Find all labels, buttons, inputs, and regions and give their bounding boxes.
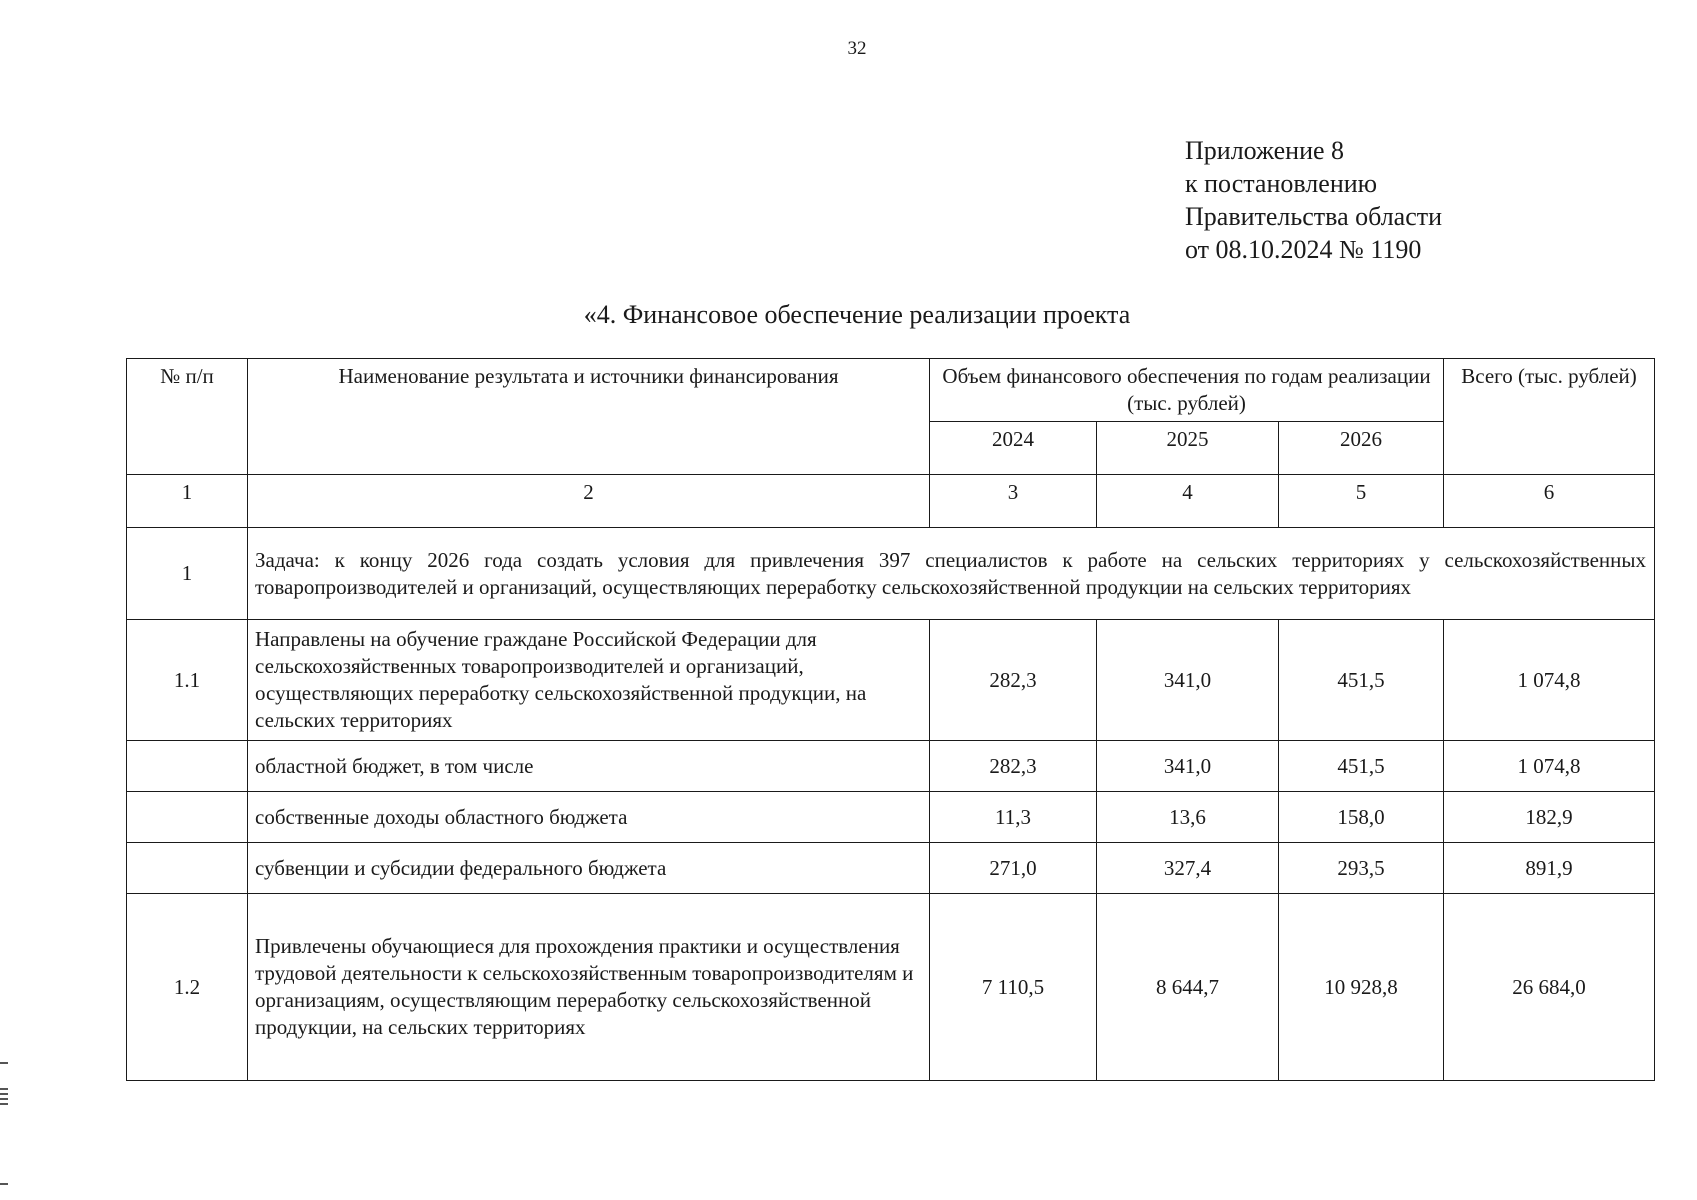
- header-num: № п/п: [127, 359, 248, 475]
- row-num: [127, 792, 248, 843]
- header-year-2024: 2024: [930, 422, 1097, 475]
- table-row: [127, 741, 1655, 792]
- row-value-2024: 282,3: [930, 620, 1097, 741]
- row-value-2026: 451,5: [1279, 741, 1444, 792]
- col-number-5: 5: [1279, 475, 1444, 528]
- row-value-2026: 158,0: [1279, 792, 1444, 843]
- col-number-1: 1: [127, 475, 248, 528]
- row-value-total: 182,9: [1444, 792, 1655, 843]
- row-value-total: 1 074,8: [1444, 620, 1655, 741]
- row-value-2024: 7 110,5: [930, 894, 1097, 1081]
- row-value-2025: 8 644,7: [1097, 894, 1279, 1081]
- header-total: Всего (тыс. рублей): [1444, 359, 1655, 475]
- col-number-6: 6: [1444, 475, 1655, 528]
- row-value-2025: 327,4: [1097, 843, 1279, 894]
- row-num: [127, 843, 248, 894]
- row-value-2026: 451,5: [1279, 620, 1444, 741]
- col-number-4: 4: [1097, 475, 1279, 528]
- row-name: субвенции и субсидии федерального бюджета: [248, 843, 930, 894]
- scan-artifact: [0, 1093, 8, 1095]
- appendix-line-2: к постановлению: [1185, 169, 1378, 198]
- page-number: 32: [847, 38, 867, 59]
- row-name: областной бюджет, в том числе: [248, 741, 930, 792]
- row-value-2024: 271,0: [930, 843, 1097, 894]
- row-value-total: 26 684,0: [1444, 894, 1655, 1081]
- document-title: «4. Финансовое обеспечение реализации проекта: [583, 300, 1131, 329]
- row-value-total: 891,9: [1444, 843, 1655, 894]
- row-num: [127, 741, 248, 792]
- header-name: Наименование результата и источники финансирования: [248, 359, 930, 475]
- financing-table: [126, 358, 1655, 1081]
- scan-artifact: [0, 1062, 8, 1064]
- scan-artifact: [0, 1088, 8, 1090]
- task-text: Задача: к концу 2026 года создать условия для привлечения 397 специалистов к работе на сельских территориях у сельскохозяйственных товаропроизводителей и организаций, осуществляющих переработку сельскохозяйственной продукции на сельских территориях: [248, 528, 1655, 620]
- scan-artifact: [0, 1183, 8, 1185]
- col-number-3: 3: [930, 475, 1097, 528]
- appendix-line-1: Приложение 8: [1185, 136, 1345, 165]
- row-value-2025: 341,0: [1097, 741, 1279, 792]
- header-volume: Объем финансового обеспечения по годам реализации (тыс. рублей): [930, 359, 1444, 422]
- row-value-2026: 10 928,8: [1279, 894, 1444, 1081]
- header-row: [127, 359, 1655, 422]
- row-num: 1.1: [127, 620, 248, 741]
- row-value-2024: 11,3: [930, 792, 1097, 843]
- header-year-2026: 2026: [1279, 422, 1444, 475]
- appendix-line-3: Правительства области: [1185, 202, 1443, 231]
- row-num: 1.2: [127, 894, 248, 1081]
- row-value-2025: 13,6: [1097, 792, 1279, 843]
- task-row: [127, 528, 1655, 620]
- appendix-note: [1185, 134, 1442, 266]
- table-row: [127, 620, 1655, 741]
- header-year-2025: 2025: [1097, 422, 1279, 475]
- scan-artifact: [0, 1103, 8, 1105]
- task-num: 1: [127, 528, 248, 620]
- table-row: [127, 843, 1655, 894]
- row-value-2024: 282,3: [930, 741, 1097, 792]
- row-name: Привлечены обучающиеся для прохождения практики и осуществления трудовой деятельности к сельскохозяйственным товаропроизводителям и организациям, осуществляющим переработку сельскохозяйственной продукции, на сельских территориях: [248, 894, 930, 1081]
- row-value-total: 1 074,8: [1444, 741, 1655, 792]
- table-row: [127, 894, 1655, 1081]
- scan-artifact: [0, 1098, 8, 1100]
- table-row: [127, 792, 1655, 843]
- appendix-line-4: от 08.10.2024 № 1190: [1185, 235, 1422, 264]
- col-number-2: 2: [248, 475, 930, 528]
- row-name: Направлены на обучение граждане Российской Федерации для сельскохозяйственных товаропроизводителей и организаций, осуществляющих переработку сельскохозяйственной продукции, на сельских территориях: [248, 620, 930, 741]
- column-numbers-row: [127, 475, 1655, 528]
- row-value-2026: 293,5: [1279, 843, 1444, 894]
- row-name: собственные доходы областного бюджета: [248, 792, 930, 843]
- row-value-2025: 341,0: [1097, 620, 1279, 741]
